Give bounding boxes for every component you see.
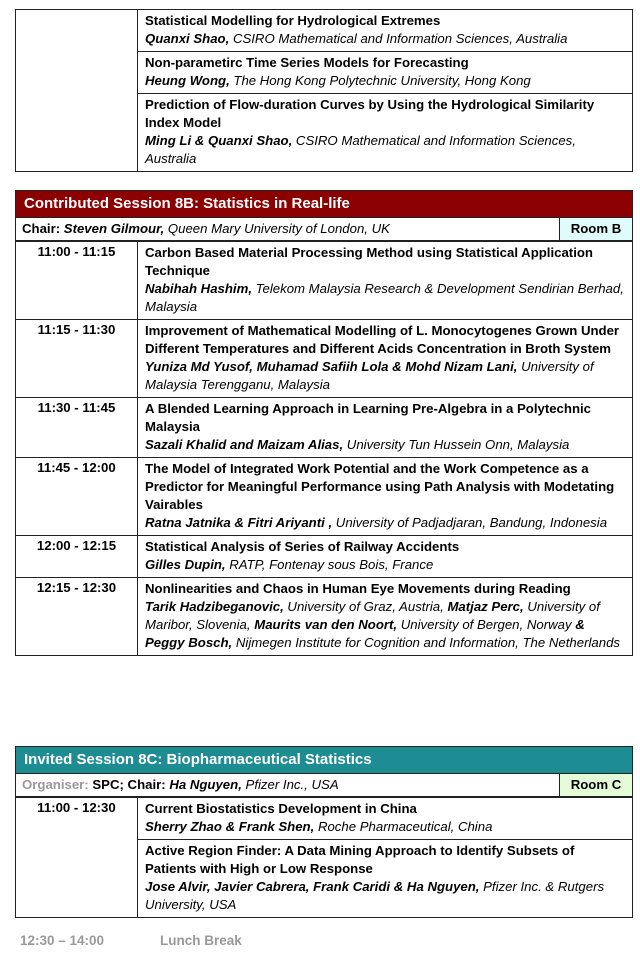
time-cell: 12:00 - 12:15 xyxy=(16,536,138,578)
chair-label: Chair: xyxy=(127,777,166,792)
talk-affiliation: University of Graz, Austria, xyxy=(283,599,448,614)
talk-author: Quanxi Shao, xyxy=(145,31,230,46)
time-cell: 11:15 - 11:30 xyxy=(16,320,138,398)
chair-row xyxy=(15,774,633,797)
talk-affiliation: CSIRO Mathematical and Information Sciences, Australia xyxy=(145,133,576,166)
table-row xyxy=(16,398,633,458)
chair-name: Ha Nguyen, xyxy=(165,777,242,792)
organiser-label: Organiser: xyxy=(22,777,89,792)
talk-cell xyxy=(138,94,633,172)
table-row xyxy=(16,578,633,656)
time-cell: 12:15 - 12:30 xyxy=(16,578,138,656)
session-8c xyxy=(15,746,633,918)
lunch-label: Lunch Break xyxy=(160,933,242,948)
talk-cell xyxy=(138,52,633,94)
talk-title: Statistical Modelling for Hydrological Extremes xyxy=(145,13,441,28)
organiser-value: SPC; xyxy=(88,777,128,792)
talk-author: Ming Li & Quanxi Shao, xyxy=(145,133,293,148)
talk-author: Nabihah Hashim, xyxy=(145,281,252,296)
talk-title: A Blended Learning Approach in Learning Pre-Algebra in a Polytechnic Malaysia xyxy=(145,401,592,434)
talk-affiliation: Pfizer Inc. & Rutgers University, USA xyxy=(145,879,605,912)
chair-row xyxy=(15,218,633,241)
talk-cell xyxy=(138,536,633,578)
talk-author: Maurits van den Noort, xyxy=(254,617,398,632)
session-title: Invited Session 8C: Biopharmaceutical Statistics xyxy=(15,746,633,774)
talk-title: Current Biostatistics Development in China xyxy=(145,801,417,816)
time-cell: 11:00 - 12:30 xyxy=(16,798,138,918)
talk-affiliation: University of Malaysia Terengganu, Malaysia xyxy=(145,359,594,392)
talk-affiliation: University of Bergen, Norway xyxy=(397,617,576,632)
time-cell: 11:45 - 12:00 xyxy=(16,458,138,536)
time-cell-empty xyxy=(16,10,138,172)
talk-cell xyxy=(138,10,633,52)
talk-author: Ratna Jatnika & Fitri Ariyanti , xyxy=(145,515,333,530)
chair-name: Steven Gilmour, xyxy=(63,221,165,236)
lunch-break-row xyxy=(20,933,242,948)
room-badge: Room C xyxy=(559,774,632,796)
time-cell: 11:30 - 11:45 xyxy=(16,398,138,458)
chair-affiliation: Pfizer Inc., USA xyxy=(241,777,339,792)
talk-title: Non-parametirc Time Series Models for Forecasting xyxy=(145,55,469,70)
talk-author: Heung Wong, xyxy=(145,73,230,88)
lunch-time: 12:30 – 14:00 xyxy=(20,933,105,948)
time-cell: 11:00 - 11:15 xyxy=(16,242,138,320)
room-badge: Room B xyxy=(559,218,632,240)
talk-affiliation: CSIRO Mathematical and Information Sciences, Australia xyxy=(229,31,568,46)
talk-author: Matjaz Perc, xyxy=(447,599,524,614)
table-row xyxy=(16,242,633,320)
talk-cell xyxy=(138,242,633,320)
talk-affiliation: Nijmegen Institute for Cognition and Information, The Netherlands xyxy=(232,635,620,650)
session-title: Contributed Session 8B: Statistics in Real-life xyxy=(15,190,633,218)
talk-author: Sherry Zhao & Frank Shen, xyxy=(145,819,315,834)
talk-title: Carbon Based Material Processing Method using Statistical Application Technique xyxy=(145,245,593,278)
talk-author: Jose Alvir, Javier Cabrera, Frank Caridi & Ha Nguyen, xyxy=(145,879,480,894)
talk-author: Sazali Khalid and Maizam Alias, xyxy=(145,437,344,452)
chair-label: Chair: xyxy=(22,221,61,236)
talk-affiliation: University of Padjadjaran, Bandung, Indonesia xyxy=(332,515,608,530)
talk-author: Yuniza Md Yusof, Muhamad Safiih Lola & Mohd Nizam Lani, xyxy=(145,359,518,374)
table-row xyxy=(16,536,633,578)
talk-title: Improvement of Mathematical Modelling of L. Monocytogenes Grown Under Different Temperatures and Different Acids Concentration in Broth System xyxy=(145,323,620,356)
talk-title: Prediction of Flow-duration Curves by Using the Hydrological Similarity Index Model xyxy=(145,97,595,130)
talk-cell xyxy=(138,578,633,656)
talk-cell xyxy=(138,320,633,398)
talk-cell xyxy=(138,840,633,918)
talk-author: Tarik Hadzibeganovic, xyxy=(145,599,284,614)
talk-cell xyxy=(138,458,633,536)
talk-title: Statistical Analysis of Series of Railway Accidents xyxy=(145,539,460,554)
session-8b xyxy=(15,190,633,656)
talk-affiliation: The Hong Kong Polytechnic University, Hong Kong xyxy=(229,73,531,88)
talk-author: Gilles Dupin, xyxy=(145,557,226,572)
talk-affiliation: University Tun Hussein Onn, Malaysia xyxy=(343,437,570,452)
table-row xyxy=(16,458,633,536)
talk-author: & Peggy Bosch, xyxy=(145,617,585,650)
previous-session-continuation xyxy=(15,9,633,172)
chair-affiliation: Queen Mary University of London, UK xyxy=(164,221,390,236)
table-row xyxy=(16,320,633,398)
talk-title: The Model of Integrated Work Potential and the Work Competence as a Predictor for Meaningful Performance using Path Analysis with Modetating Vairables xyxy=(145,461,615,512)
table-row xyxy=(16,798,633,840)
talk-affiliation: University of Maribor, Slovenia, xyxy=(145,599,600,632)
table-row xyxy=(16,10,633,52)
talk-affiliation: Roche Pharmaceutical, China xyxy=(314,819,493,834)
talk-affiliation: RATP, Fontenay sous Bois, France xyxy=(225,557,434,572)
talk-cell xyxy=(138,398,633,458)
talk-cell xyxy=(138,798,633,840)
talk-title: Nonlinearities and Chaos in Human Eye Movements during Reading xyxy=(145,581,571,596)
talk-affiliation: Telekom Malaysia Research & Development Sendirian Berhad, Malaysia xyxy=(145,281,624,314)
talk-title: Active Region Finder: A Data Mining Approach to Identify Subsets of Patients with High or Low Response xyxy=(145,843,575,876)
